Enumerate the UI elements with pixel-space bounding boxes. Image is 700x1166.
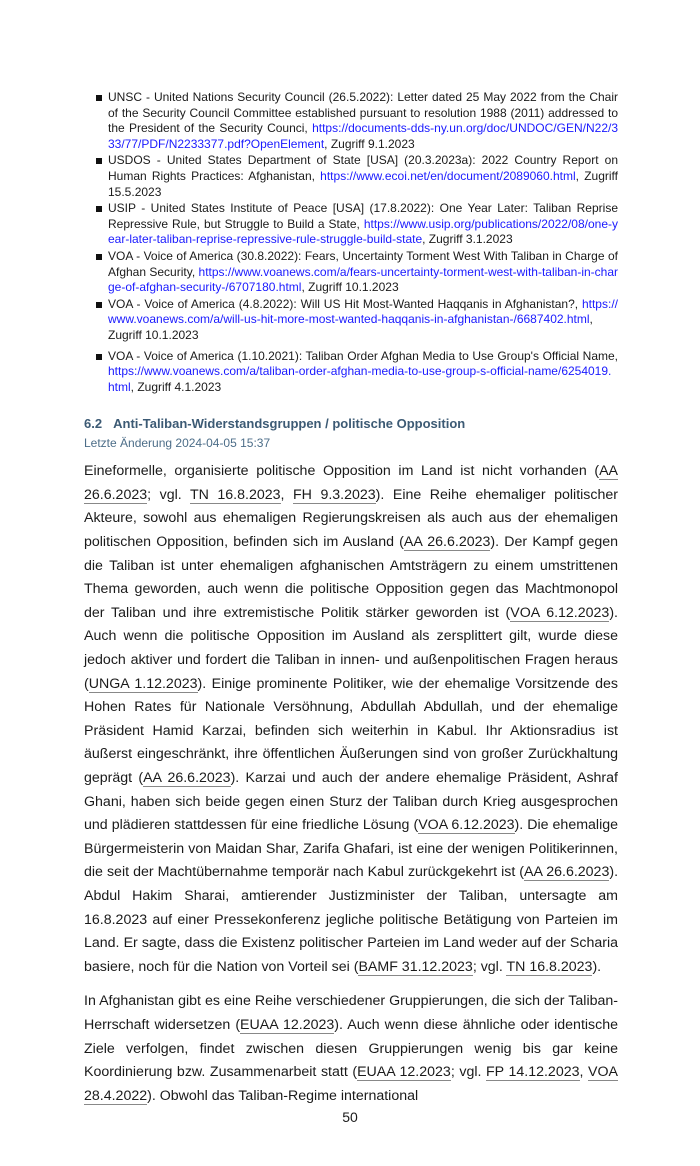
- paragraph-text: ,: [280, 486, 293, 503]
- citation-link[interactable]: AA 26.6.2023: [403, 534, 491, 551]
- paragraph-text: ). Obwohl das Taliban-Regime international: [147, 1087, 419, 1104]
- body-paragraph: [84, 460, 618, 979]
- paragraph-text: ; vgl.: [472, 958, 507, 975]
- page-number: 50: [342, 1109, 358, 1126]
- bullet-icon: [96, 95, 102, 101]
- citation-link[interactable]: EUAA 12.2023: [357, 1064, 451, 1081]
- body-paragraph: [84, 990, 618, 1108]
- reference-link[interactable]: https://documents-dds-ny.un.org/doc/UNDOC/GEN/N22/333/77/PDF/N2233377.pdf?OpenElement: [108, 121, 618, 151]
- citation-link[interactable]: AA 26.6.2023: [143, 770, 231, 786]
- bullet-icon: [96, 354, 102, 360]
- citation-link[interactable]: VOA 28.4.2022: [84, 1064, 619, 1104]
- reference-item: [94, 297, 618, 344]
- reference-access-date: , Zugriff 10.1.2023: [301, 280, 399, 295]
- citation-link[interactable]: TN 16.8.2023: [506, 958, 593, 975]
- reference-item: [94, 153, 618, 200]
- section-title: Anti-Taliban-Widerstandsgruppen / politische Opposition: [113, 416, 466, 432]
- reference-link[interactable]: https://www.voanews.com/a/will-us-hit-more-most-wanted-haqqanis-in-afghanistan-/6687402.html: [108, 296, 618, 327]
- section-number: 6.2: [84, 416, 103, 432]
- last-changed: Letzte Änderung 2024-04-05 15:37: [84, 436, 271, 451]
- bullet-icon: [96, 158, 102, 164]
- paragraph-text: ). Auch wenn die politische Opposition im Ausland als zersplittert gilt, wurde diese jedoch aktiver und fordert die Taliban in innen- und außenpolitischen Fragen heraus (: [84, 604, 618, 692]
- reference-list: [94, 90, 618, 395]
- paragraph-text: ). Abdul Hakim Sharai, amtierender Justizminister der Taliban, untersagte am 16.8.2023 auf einer Pressekonferenz jegliche politische Betätigung von Parteien im Land. Er sagte, dass die Existenz politischer Parteien im Land weder auf der Scharia basiere, noch für die Nation von Vorteil sei (: [84, 864, 619, 975]
- reference-access-date: , Zugriff 3.1.2023: [422, 232, 513, 247]
- reference-access-date: , Zugriff 4.1.2023: [130, 379, 222, 394]
- paragraph-text: ,: [579, 1064, 589, 1081]
- reference-link[interactable]: https://www.voanews.com/a/taliban-order-afghan-media-to-use-group-s-official-name/6254019.html: [108, 364, 612, 394]
- section-heading: [84, 415, 618, 432]
- paragraph-text: ). Auch wenn diese ähnliche oder identische Ziele verfolgen, findet zwischen diesen Gruppierungen wenig bis gar keine Koordinierung bzw. Zusammenarbeit statt (: [84, 1016, 619, 1081]
- paragraph-text: ; vgl.: [450, 1064, 487, 1081]
- citation-link[interactable]: BAMF 31.12.2023: [358, 958, 473, 975]
- reference-text: VOA - Voice of America (1.10.2021): Taliban Order Afghan Media to Use Group's Official Name,: [108, 348, 618, 363]
- citation-link[interactable]: FP 14.12.2023: [486, 1064, 580, 1081]
- citation-link[interactable]: UNGA 1.12.2023: [88, 675, 198, 692]
- reference-text: VOA - Voice of America (4.8.2022): Will US Hit Most-Wanted Haqqanis in Afghanistan?,: [108, 296, 582, 311]
- paragraph-text: Eineformelle, organisierte politische Opposition im Land ist nicht vorhanden (: [84, 463, 600, 480]
- citation-link[interactable]: AA 26.6.2023: [84, 463, 618, 503]
- reference-item: [94, 90, 618, 152]
- paragraph-text: In Afghanistan gibt es eine Reihe verschiedener Gruppierungen, die sich der Taliban-Herrschaft widersetzen (: [84, 993, 618, 1033]
- paragraph-text: ; vgl.: [147, 486, 190, 503]
- citation-link[interactable]: TN 16.8.2023: [189, 486, 281, 503]
- paragraph-text: ). Die ehemalige Bürgermeisterin von Maidan Shar, Zarifa Ghafari, ist eine der wenigen Politikerinnen, die seit der Machtübernahme temporär nach Kabul zurückgekehrt ist (: [84, 817, 618, 881]
- reference-link[interactable]: https://www.usip.org/publications/2022/08/one-year-later-taliban-reprise-repressive-rule-struggle-build-state: [108, 216, 618, 247]
- citation-link[interactable]: VOA 6.12.2023: [510, 604, 610, 621]
- citation-link[interactable]: AA 26.6.2023: [524, 864, 610, 881]
- reference-text: USDOS - United States Department of State [USA] (20.3.2023a): 2022 Country Report on Human Rights Practices: Afghanistan,: [108, 153, 618, 183]
- reference-access-date: , Zugriff 9.1.2023: [324, 136, 415, 151]
- reference-access-date: , Zugriff 10.1.2023: [108, 312, 593, 342]
- reference-access-date: , Zugriff 15.5.2023: [108, 168, 618, 199]
- reference-item: [94, 201, 618, 248]
- reference-link[interactable]: https://www.voanews.com/a/fears-uncertainty-torment-west-with-taliban-in-charge-of-afghan-security-/6707180.html: [108, 264, 618, 295]
- paragraph-text: ). Eine Reihe ehemaliger politischer Akteure, sowohl aus ehemaligen Regierungskreisen als auch aus der ehemaligen politischen Opposition, befinden sich im Ausland (: [84, 486, 618, 551]
- bullet-icon: [96, 206, 102, 212]
- citation-link[interactable]: EUAA 12.2023: [240, 1016, 335, 1033]
- reference-item: [94, 249, 618, 296]
- paragraph-text: ).: [592, 958, 602, 975]
- reference-item: [94, 349, 618, 396]
- bullet-icon: [96, 302, 102, 308]
- bullet-icon: [96, 254, 102, 260]
- paragraph-text: ). Karzai und auch der andere ehemalige Präsident, Ashraf Ghani, haben sich beide gegen einen Sturz der Taliban durch Krieg ausgesprochen und plädieren stattdessen für eine friedliche Lösung (: [84, 770, 618, 834]
- reference-text: UNSC - United Nations Security Council (26.5.2022): Letter dated 25 May 2022 from the Chair of the Security Council Committee established pursuant to resolution 1988 (2011) addressed to the President of the Security Counci,: [108, 90, 618, 136]
- citation-link[interactable]: FH 9.3.2023: [293, 486, 376, 503]
- reference-text: VOA - Voice of America (30.8.2022): Fears, Uncertainty Torment West With Taliban in Charge of Afghan Security,: [108, 248, 618, 279]
- reference-text: USIP - United States Institute of Peace [USA] (17.8.2022): One Year Later: Taliban Reprise Repressive Rule, but Struggle to Build a State,: [108, 201, 618, 231]
- paragraph-text: ). Der Kampf gegen die Taliban ist unter ehemaligen afghanischen Amtsträgern zu einem umstrittenen Thema geworden, auch wenn die politische Opposition gegen das Machtmonopol der Taliban und ihre extremistische Politik stärker geworden ist (: [84, 534, 619, 621]
- citation-link[interactable]: VOA 6.12.2023: [418, 817, 515, 834]
- reference-link[interactable]: https://www.ecoi.net/en/document/2089060.html: [320, 168, 576, 183]
- paragraph-text: ). Einige prominente Politiker, wie der ehemalige Vorsitzende des Hohen Rates für Nationale Versöhnung, Abdullah Abdullah, und der ehemalige Präsident Hamid Karzai, befinden sich weiterhin in Kabul. Ihr Aktionsradius ist äußerst eingeschränkt, ihre öffentlichen Äußerungen sind von großer Zurückhaltung geprägt (: [84, 675, 618, 786]
